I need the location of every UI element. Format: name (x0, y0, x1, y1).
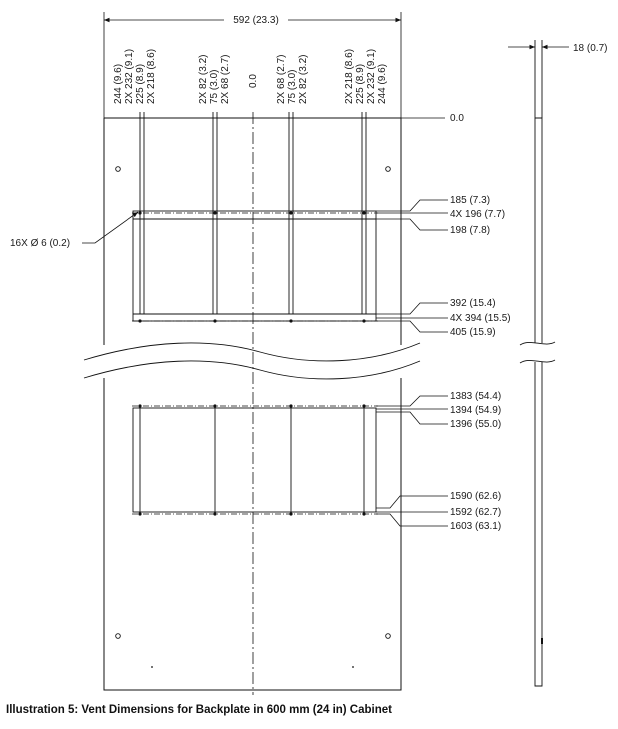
dim-label-82-left: 2X 82 (3.2) (198, 54, 209, 104)
upper-vent-centerlines (132, 213, 378, 321)
dim-label-0: 0.0 (450, 113, 464, 124)
dim-label-185: 185 (7.3) (450, 195, 491, 206)
dim-label-198: 198 (7.8) (450, 225, 491, 236)
thickness-label: 18 (0.7) (573, 43, 608, 54)
dim-label-1383: 1383 (54.4) (450, 391, 502, 402)
dim-label-right-225: 225 (8.9) (355, 63, 366, 104)
dim-label-196: 4X 196 (7.7) (450, 209, 506, 220)
hole-callout-label: 16X Ø 6 (0.2) (10, 238, 71, 249)
overall-width-label: 592 (23.3) (233, 15, 279, 26)
backplate-outline (104, 118, 401, 690)
break-line-lower (84, 361, 420, 379)
dim-label-center: 0.0 (248, 74, 259, 88)
dim-label-392: 392 (15.4) (450, 298, 496, 309)
dim-label-75-right: 75 (3.0) (287, 69, 298, 104)
dim-label-left-225: 225 (8.9) (135, 63, 146, 104)
upper-vent-frame (133, 112, 376, 321)
vent-hole-markers (138, 211, 365, 515)
dim-label-right-232: 2X 232 (9.1) (366, 48, 377, 104)
mounting-hole (386, 634, 391, 639)
dim-label-82-right: 2X 82 (3.2) (298, 54, 309, 104)
dim-label-68-right: 2X 68 (2.7) (276, 54, 287, 104)
dim-label-1603: 1603 (63.1) (450, 521, 502, 532)
lower-vent-frame (133, 408, 376, 512)
dim-label-right-218: 2X 218 (8.6) (344, 48, 355, 104)
dim-label-left-232: 2X 232 (9.1) (124, 48, 135, 104)
dim-label-68-left: 2X 68 (2.7) (220, 54, 231, 104)
dim-label-left-218: 2X 218 (8.6) (146, 48, 157, 104)
dim-label-right-244: 244 (9.6) (377, 63, 388, 104)
dim-label-1394: 1394 (54.9) (450, 405, 502, 416)
lower-vent-centerlines (132, 406, 378, 514)
dim-label-75-left: 75 (3.0) (209, 69, 220, 104)
dim-label-left-244: 244 (9.6) (113, 63, 124, 104)
mounting-hole (116, 634, 121, 639)
dim-label-394: 4X 394 (15.5) (450, 313, 511, 324)
dim-label-1592: 1592 (62.7) (450, 507, 502, 518)
dim-label-405: 405 (15.9) (450, 327, 496, 338)
mounting-hole (386, 167, 391, 172)
mounting-hole (116, 167, 121, 172)
side-view (520, 40, 555, 686)
break-line-upper (84, 343, 420, 361)
figure-caption: Illustration 5: Vent Dimensions for Backplate in 600 mm (24 in) Cabinet (6, 704, 392, 716)
dim-label-1396: 1396 (55.0) (450, 419, 502, 430)
dim-label-1590: 1590 (62.6) (450, 491, 502, 502)
